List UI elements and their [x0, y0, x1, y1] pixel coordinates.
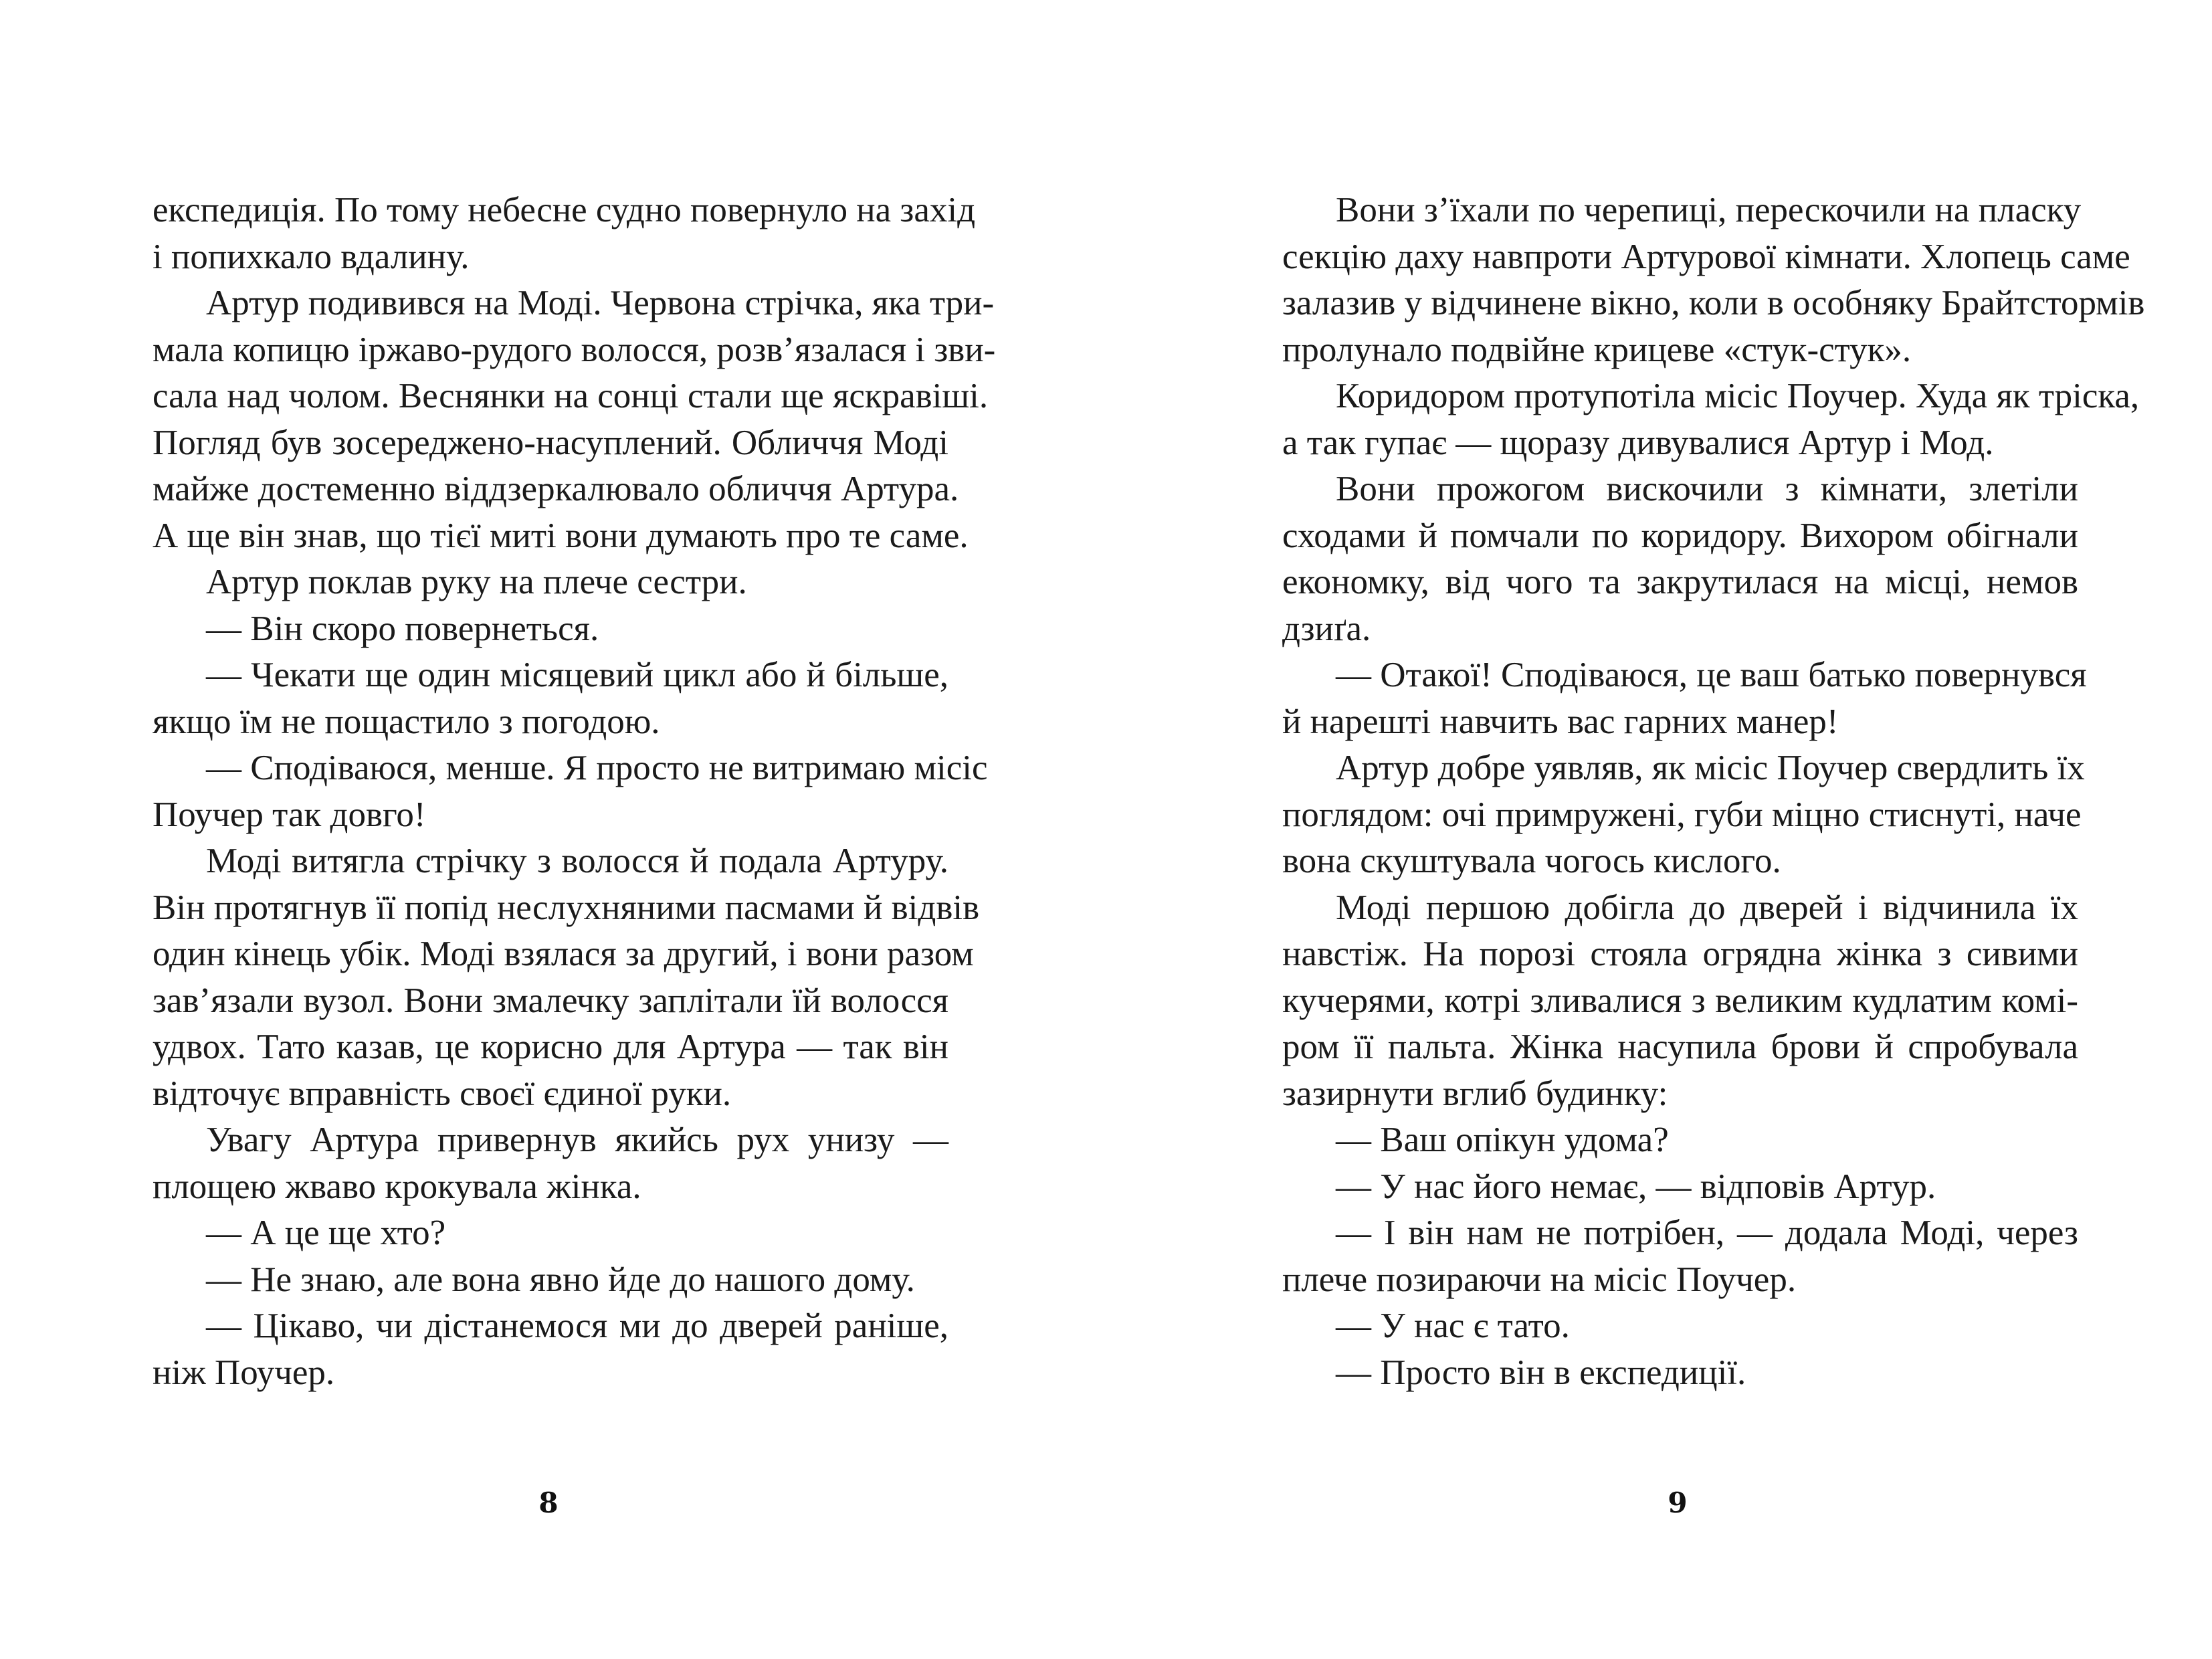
text-line: й нарешті навчить вас гарних манер! [1282, 702, 1839, 741]
text-line: поглядом: очі примружені, губи міцно стиснуті, наче [1282, 795, 2082, 834]
text-line: експедиція. По тому небесне судно повернуло на захід [153, 191, 976, 229]
text-line: Він протягнув її попід неслухняними пасмами й відвів [153, 888, 980, 927]
text-line: — Не знаю, але вона явно йде до нашого дому. [206, 1260, 915, 1299]
text-line: — Ваш опікун удома? [1336, 1120, 1669, 1159]
page-number-right: 9 [1668, 1486, 1688, 1519]
text-line: навстіж. На порозі стояла огрядна жінка з сивими [1282, 935, 2078, 973]
page-number-left: 8 [538, 1486, 559, 1519]
left-page [153, 187, 996, 1396]
text-line: — Просто він в експедиції. [1336, 1353, 1746, 1392]
text-line: — Він скоро повернеться. [206, 609, 599, 648]
text-line: якщо їм не пощастило з погодою. [153, 702, 660, 741]
text-line: ром її пальта. Жінка насупила брови й спробувала [1282, 1028, 2078, 1066]
text-line: зав’язали вузол. Вони змалечку заплітали їй волосся [153, 981, 948, 1020]
text-line: — У нас його немає, — відповів Артур. [1336, 1167, 1936, 1206]
text-line: відточує вправність своєї єдиної руки. [153, 1074, 732, 1113]
text-line: Артур добре уявляв, як місіс Поучер свердлить їх [1336, 749, 2085, 787]
text-line: економку, від чого та закрутилася на місці, немов [1282, 563, 2078, 601]
text-line: Артур поклав руку на плече сестри. [206, 563, 747, 601]
text-line: і попихкало вдалину. [153, 237, 470, 276]
text-line: Артур подивився на Моді. Червона стрічка, яка три- [206, 284, 995, 322]
text-line: один кінець убік. Моді взялася за другий, і вони разом [153, 935, 974, 973]
text-line: — Цікаво, чи дістанемося ми до дверей раніше, [206, 1306, 948, 1345]
text-line: площею жваво крокувала жінка. [153, 1167, 641, 1206]
right-page [1282, 187, 2145, 1396]
text-line: Коридором протупотіла місіс Поучер. Худа як тріска, [1336, 377, 2140, 415]
text-line: вона скуштувала чогось кислого. [1282, 842, 1781, 880]
text-line: Моді витягла стрічку з волосся й подала Артуру. [206, 842, 948, 880]
text-line: — Чекати ще один місяцевий цикл або й більше, [206, 656, 948, 694]
text-line: Вони з’їхали по черепиці, перескочили на пласку [1336, 191, 2082, 229]
text-line: плече позираючи на місіс Поучер. [1282, 1260, 1797, 1299]
text-line: Вони прожогом вискочили з кімнати, злетіли [1336, 470, 2078, 508]
text-line: сходами й помчали по коридору. Вихором обігнали [1282, 516, 2078, 555]
text-line: А ще він знав, що тієї миті вони думають про те саме. [153, 516, 969, 555]
text-line: секцію даху навпроти Артурової кімнати. Хлопець саме [1282, 237, 2130, 276]
text-line: залазив у відчинене вікно, коли в особняку Брайтстормів [1282, 284, 2145, 322]
text-line: сала над чолом. Веснянки на сонці стали ще яскравіші. [153, 377, 989, 415]
text-line: зазирнути вглиб будинку: [1282, 1074, 1668, 1113]
text-line: дзиґа. [1282, 609, 1371, 648]
text-line: ніж Поучер. [153, 1353, 335, 1392]
text-line: кучерями, котрі зливалися з великим кудлатим комі- [1282, 981, 2078, 1020]
text-line: Моді першою добігла до дверей і відчинила їх [1336, 888, 2078, 927]
text-line: удвох. Тато казав, це корисно для Артура — так він [153, 1028, 948, 1066]
text-line: — Отакої! Сподіваюся, це ваш батько повернувся [1336, 656, 2087, 694]
text-line: — У нас є тато. [1336, 1306, 1570, 1345]
text-line: пролунало подвійне крицеве «стук-стук». [1282, 330, 1912, 369]
text-line: а так гупає — щоразу дивувалися Артур і Мод. [1282, 423, 1994, 462]
text-line: — І він нам не потрібен, — додала Моді, через [1336, 1213, 2078, 1252]
text-line: Увагу Артура привернув якийсь рух унизу — [206, 1120, 948, 1159]
text-line: — Сподіваюся, менше. Я просто не витримаю місіс [206, 749, 988, 787]
text-line: Погляд був зосереджено-насуплений. Обличчя Моді [153, 423, 948, 462]
text-line: Поучер так довго! [153, 795, 426, 834]
text-line: мала копицю іржаво-рудого волосся, розв’язалася і зви- [153, 330, 996, 369]
text-line: майже достеменно віддзеркалювало обличчя Артура. [153, 470, 959, 508]
text-line: — А це ще хто? [206, 1213, 446, 1252]
